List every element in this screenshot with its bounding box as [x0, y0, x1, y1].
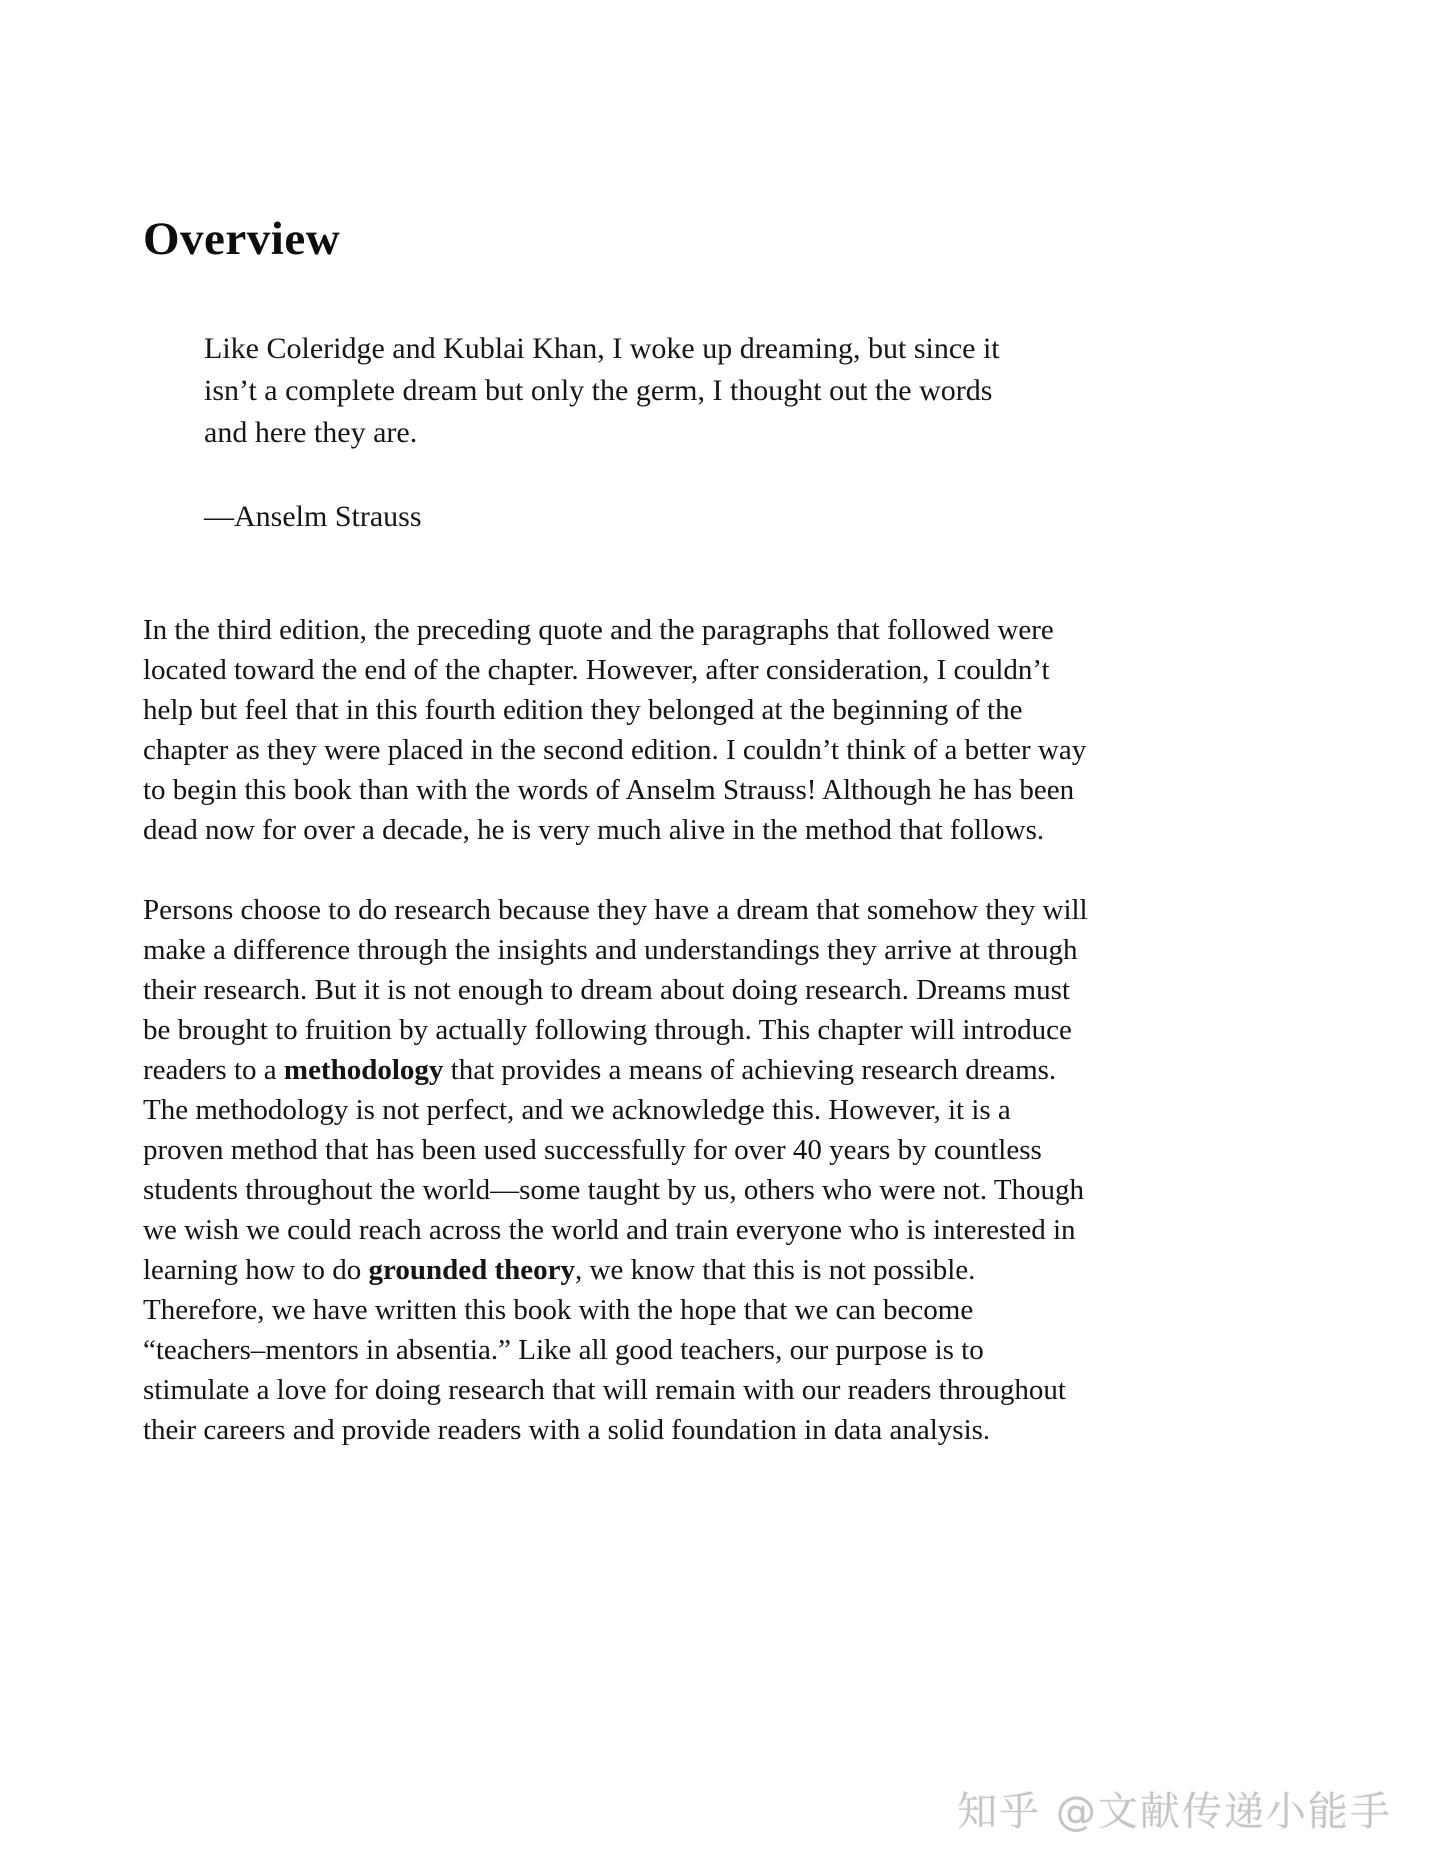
watermark: 知乎 @文献传递小能手: [957, 1789, 1392, 1835]
epigraph-attribution: —Anselm Strauss: [204, 500, 422, 533]
body-paragraphs: [143, 610, 1088, 1450]
epigraph-text: Like Coleridge and Kublai Khan, I woke up dreaming, but since it isn’t a complete dream but only the germ, I thought out the words and here they are.: [204, 332, 1000, 449]
paragraph: Persons choose to do research because they have a dream that somehow they will make a difference through the insights and understandings they arrive at through their research. But it is not enough to dream about doing research. Dreams must be brought to fruition by actually following through. This chapter will introduce readers to a methodology that provides a means of achieving research dreams. The methodology is not perfect, and we acknowledge this. However, it is a proven method that has been used successfully for over 40 years by countless students throughout the world—some taught by us, others who were not. Though we wish we could reach across the world and train everyone who is interested in learning how to do grounded theory, we know that this is not possible. Therefore, we have written this book with the hope that we can become “teachers–mentors in absentia.” Like all good teachers, our purpose is to stimulate a love for doing research that will remain with our readers throughout their careers and provide readers with a solid foundation in data analysis.: [143, 894, 1088, 1446]
epigraph-block: [204, 328, 1014, 538]
page-content: [143, 212, 1103, 1450]
paragraph: In the third edition, the preceding quote and the paragraphs that followed were located toward the end of the chapter. However, after consideration, I couldn’t help but feel that in this fourth edition they belonged at the beginning of the chapter as they were placed in the second edition. I couldn’t think of a better way to begin this book than with the words of Anselm Strauss! Although he has been dead now for over a decade, he is very much alive in the method that follows.: [143, 614, 1087, 846]
page-title: Overview: [143, 213, 341, 265]
